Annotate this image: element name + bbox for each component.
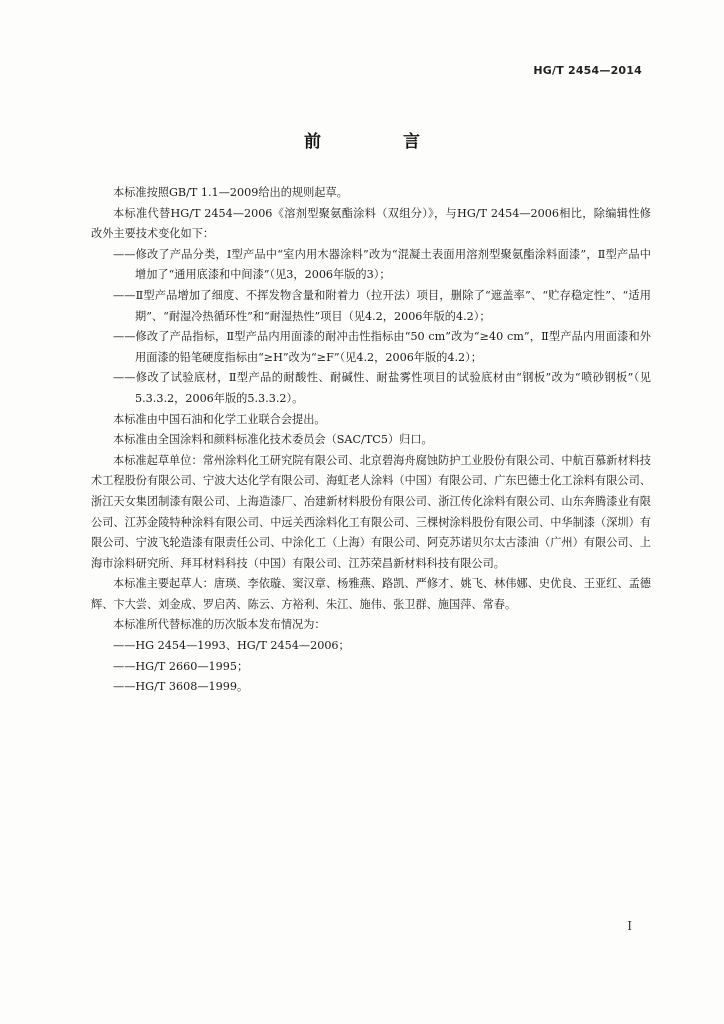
change-item-classification: ——修改了产品分类，Ⅰ型产品中“室内用木器涂料”改为“混凝土表面用溶剂型聚氨酯涂料面漆”，Ⅱ型产品中增加了“通用底漆和中间漆”（见3，2006年版的3）； xyxy=(113,247,651,282)
change-item-substrate: ——修改了试验底材，Ⅱ型产品的耐酸性、耐碱性、耐盐雾性项目的试验底材由“钢板”改为“喷砂钢板”（见5.3.3.2，2006年版的5.3.3.2）。 xyxy=(113,371,651,405)
change-item-added-items: ——Ⅱ型产品增加了细度、不挥发物含量和附着力（拉开法）项目，删除了“遮盖率”、“贮存稳定性”、“适用期”、“耐湿冷热循环性”和“耐湿热性”项目（见4.2，2006年版的4.2）； xyxy=(113,288,651,323)
history-item: ——HG/T 2660—1995； xyxy=(113,659,249,673)
paragraph-centralized-by: 本标准由全国涂料和颜料标准化技术委员会（SAC/TC5）归口。 xyxy=(113,433,433,447)
history-item: ——HG 2454—1993、HG/T 2454—2006； xyxy=(113,639,350,653)
page-title: 前 言 xyxy=(304,132,458,152)
foreword-body xyxy=(91,183,651,698)
paragraph-history-intro: 本标准所代替标准的历次版本发布情况为： xyxy=(113,618,326,632)
standard-code: HG/T 2454—2014 xyxy=(533,64,642,77)
paragraph-drafting-rules: 本标准按照GB/T 1.1—2009给出的规则起草。 xyxy=(113,186,348,199)
page-number: Ⅰ xyxy=(627,919,632,933)
paragraph-proposed-by: 本标准由中国石油和化学工业联合会提出。 xyxy=(113,412,326,426)
change-item-indicators: ——修改了产品指标，Ⅱ型产品内用面漆的耐冲击性指标由“50 cm”改为“≥40 cm”，Ⅱ型产品内用面漆和外用面漆的铅笔硬度指标由“≥H”改为“≥F”（见4.2，2006年版的4.2）； xyxy=(113,330,651,364)
paragraph-drafters: 本标准主要起草人：唐瑛、李依璇、窦汉章、杨雅燕、路凯、严修才、姚飞、林伟娜、史优良、王亚红、孟德辉、卞大尝、刘金成、罗启芮、陈云、方裕利、朱江、施伟、张卫群、施国萍、常春。 xyxy=(91,577,651,611)
paragraph-drafting-units: 本标准起草单位：常州涂料化工研究院有限公司、北京碧海舟腐蚀防护工业股份有限公司、中航百慕新材料技术工程股份有限公司、宁波大达化学有限公司、海虹老人涂料（中国）有限公司、广东巴德士化工涂料有限公司、浙江天女集团制漆有限公司、上海造漆厂、冶建新材料股份有限公司、浙江传化涂料有限公司、山东奔腾漆业有限公司、江苏金陵特种涂料有限公司、中远关西涂料化工有限公司、三棵树涂料股份有限公司、中华制漆（深圳）有限公司、宁波飞轮造漆有限责任公司、中涂化工（上海）有限公司、阿克苏诺贝尔太古漆油（广州）有限公司、上海市涂料研究所、拜耳材料科技（中国）有限公司、江苏荣昌新材料科技有限公司。 xyxy=(91,453,651,570)
paragraph-replaces: 本标准代替HG/T 2454—2006《溶剂型聚氨酯涂料（双组分）》，与HG/T 2454—2006相比，除编辑性修改外主要技术变化如下： xyxy=(91,206,651,241)
history-item: ——HG/T 3608—1999。 xyxy=(113,680,249,694)
